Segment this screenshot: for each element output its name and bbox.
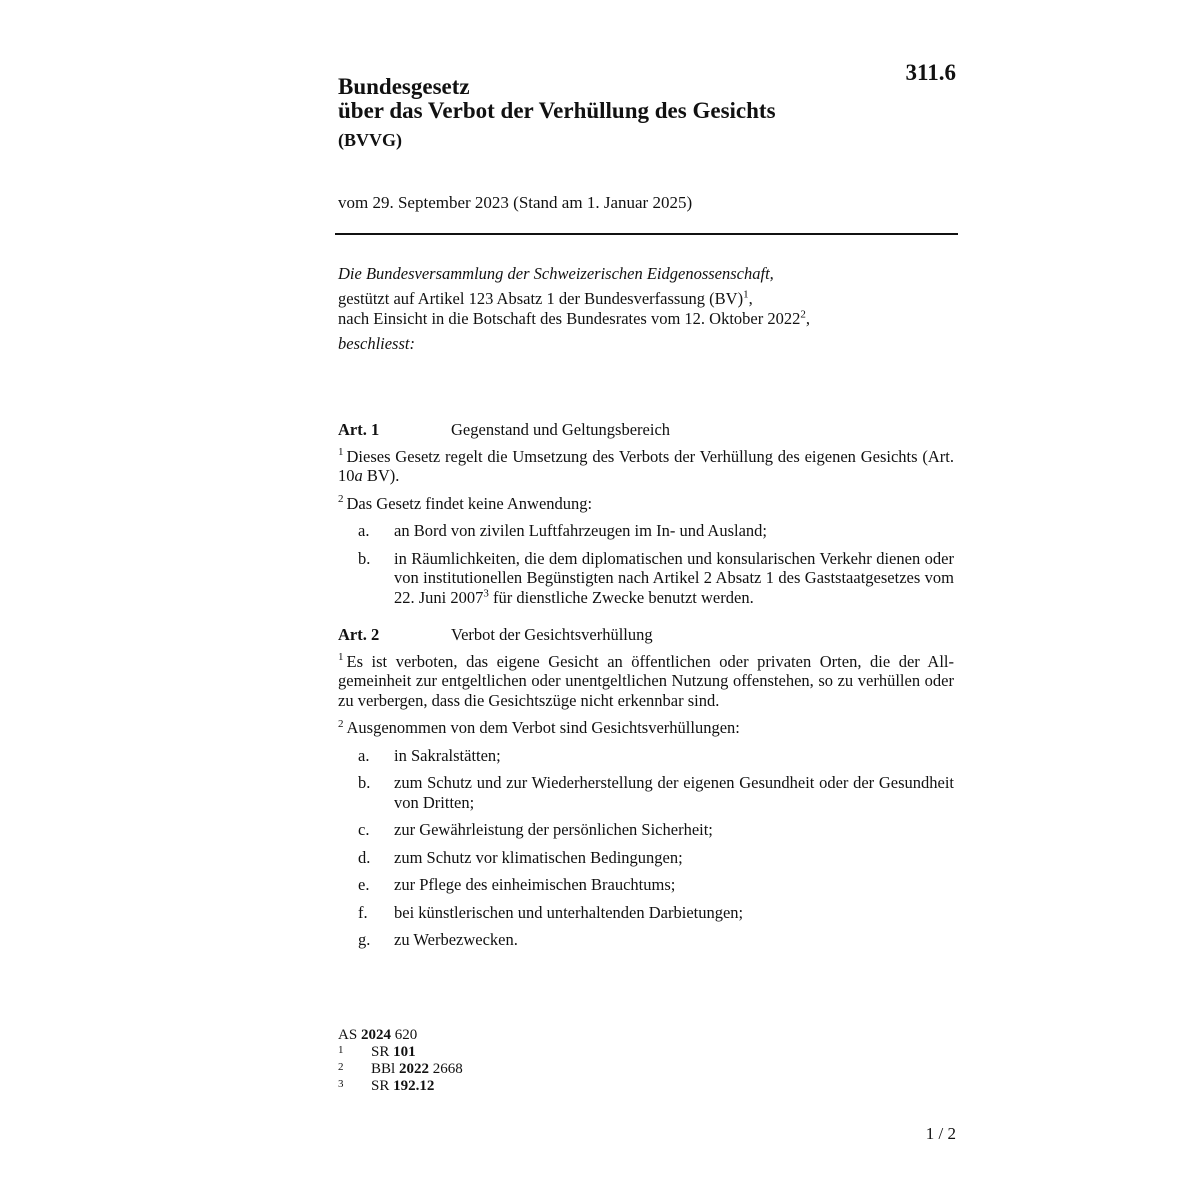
official-collection-ref: AS 2024 620	[338, 1027, 418, 1043]
footnote-3: 3 SR 192.12	[338, 1078, 435, 1094]
law-abbreviation: (BVVG)	[338, 130, 402, 150]
footnotes	[338, 1027, 463, 1095]
article-title: Verbot der Gesichtsverhüllung	[451, 625, 653, 644]
preamble-message: nach Einsicht in die Botschaft des Bundesrates vom 12. Oktober 2022$^2$,	[338, 308, 810, 328]
page-number: 1 / 2	[925, 1124, 956, 1143]
paragraph-1: $^1$ Es ist verboten, das eigene Gesicht an öffentlichen oder privaten Orten, die der Allgemeinheit zur entgeltlichen oder unentgeltlichen Nutzung offenstehen, so zu verhüllen oder zu verbergen, dass die Gesichtszüge nicht erkennbar sind.	[338, 651, 954, 710]
paragraph-2: $^2$ Ausgenommen von dem Verbot sind Gesichtsverhüllungen:	[338, 717, 740, 737]
article-title: Gegenstand und Geltungsbereich	[451, 420, 671, 439]
list-item: a. an Bord von zivilen Luftfahrzeugen im In- und Ausland;	[358, 521, 767, 540]
paragraph-1: $^1$ Dieses Gesetz regelt die Umsetzung des Verbots der Verhüllung des eigenen Gesichts (Art. 10a BV).	[338, 446, 954, 485]
article-number: Art. 2	[338, 625, 380, 644]
list-item: b. zum Schutz und zur Wiederherstellung der eigenen Gesundheit oder der Gesundheit von Dritten;	[358, 773, 954, 812]
article-header	[338, 420, 954, 440]
list-item: a. in Sakralstätten;	[358, 745, 501, 765]
list-item: b. in Räumlichkeiten, die dem diplomatischen und konsularischen Verkehr dienen oder von institutionellen Begünstigten nach Artikel 2 Absatz 1 des Gaststaatgesetzes vom 22. Juni 2007$^3$ für dienstliche Zwecke benutzt werden.	[358, 548, 954, 607]
preamble-resolves: beschliesst:	[338, 334, 415, 353]
footnote-2: 2 BBl 2022 2668	[338, 1061, 463, 1077]
footnote-ref-3[interactable]: 3	[483, 587, 489, 599]
date-line: vom 29. September 2023 (Stand am 1. Januar 2025)	[338, 193, 693, 212]
paragraph-2: $^2$ Das Gesetz findet keine Anwendung:	[338, 493, 593, 513]
preamble-assembly: Die Bundesversammlung der Schweizerischen Eidgenossenschaft,	[338, 264, 774, 283]
title-divider	[335, 233, 958, 235]
article-header	[338, 625, 954, 645]
footnote-ref-1[interactable]: 1	[743, 288, 749, 301]
list-item: d. zum Schutz vor klimatischen Bedingungen;	[358, 847, 683, 867]
list-item: e. zur Pflege des einheimischen Brauchtums;	[358, 875, 676, 894]
articles	[338, 420, 954, 958]
article-2	[338, 625, 954, 950]
article-1	[338, 420, 954, 607]
law-title-line2: über das Verbot der Verhüllung des Gesichts	[338, 98, 776, 123]
preamble	[338, 264, 954, 354]
list-item: c. zur Gewährleistung der persönlichen Sicherheit;	[358, 820, 713, 839]
list-item: f. bei künstlerischen und unterhaltenden Darbietungen;	[358, 902, 744, 922]
footnote-ref-2[interactable]: 2	[800, 308, 806, 321]
law-title-line1: Bundesgesetz	[338, 74, 470, 99]
footnote-1: 1 SR 101	[338, 1044, 416, 1060]
preamble-basis: gestützt auf Artikel 123 Absatz 1 der Bundesverfassung (BV)$^1$,	[338, 288, 753, 308]
sr-number: 311.6	[905, 60, 956, 85]
list-item: g. zu Werbezwecken.	[358, 930, 518, 949]
article-number: Art. 1	[338, 420, 380, 439]
